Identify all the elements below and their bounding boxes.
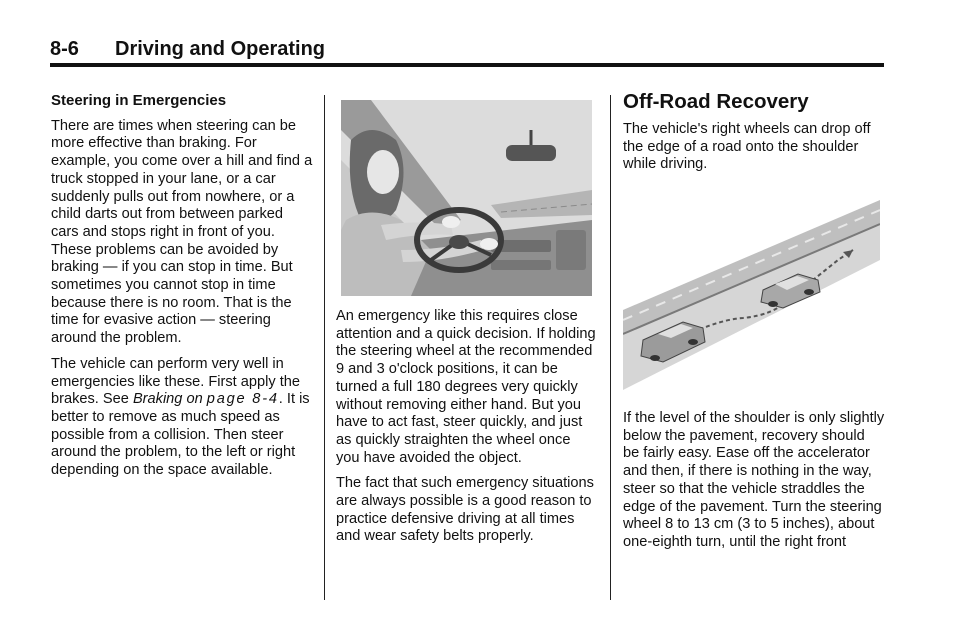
section-heading-steering: Steering in Emergencies: [51, 92, 227, 109]
paragraph-text: . It is better to remove as much speed as possible from a collision. Then steer around the problem, to the left or right depending on the space available.: [51, 391, 310, 479]
section-heading-off-road: Off-Road Recovery: [623, 90, 809, 113]
driver-steering-illustration: [341, 100, 592, 296]
header-rule: [50, 63, 884, 67]
paragraph-steering-2: [51, 356, 313, 480]
xref-text: Braking on: [132, 391, 203, 408]
paragraph-text: The vehicle can perform very well in emergencies like these. First apply the brakes. See: [51, 355, 301, 408]
paragraph-emergency-1: An emergency like this requires close attention and a quick decision. If holding the steering wheel at the recommended 9 and 3 o'clock positions, it can be turned a full 180 degrees very quickly without removing either hand. But you have to act fast, steer quickly, and just as quickly straighten the wheel once you have avoided the object.: [336, 308, 596, 466]
column-right-lower: [623, 410, 885, 552]
braking-xref-link[interactable]: [133, 391, 279, 407]
paragraph-off-road-2: If the level of the shoulder is only slightly below the pavement, recovery should be fairly easy. Ease off the accelerator and then, if there is nothing in the way, steer so that the vehicle straddles the edge of the pavement. Turn the steering wheel 8 to 13 cm (3 to 5 inches), about one-eighth turn, until the right front: [623, 410, 885, 550]
page-header: [50, 38, 884, 68]
column-left: [51, 90, 313, 480]
column-divider-right: [610, 95, 611, 600]
column-middle: [336, 308, 598, 546]
paragraph-steering-1: There are times when steering can be more effective than braking. For example, you come over a hill and find a truck stopped in your lane, or a car suddenly pulls out from nowhere, or a child darts out from between parked cars and stops right in front of you. These problems can be avoided by braking — if you can stop in time. But sometimes you cannot stop in time because there is no room. That is the time for evasive action — steering around the problem.: [51, 117, 313, 347]
paragraph-emergency-2: The fact that such emergency situations are always possible is a good reason to practice defensive driving at all times and wear safety belts properly.: [336, 475, 594, 545]
xref-page: page 8-4: [206, 391, 279, 408]
chapter-title: Driving and Operating: [115, 38, 326, 60]
column-right: [623, 90, 885, 174]
column-divider-left: [324, 95, 325, 600]
page-number: 8-6: [50, 38, 79, 60]
paragraph-off-road-1: The vehicle's right wheels can drop off the edge of a road onto the shoulder while driving.: [623, 121, 871, 173]
off-road-recovery-illustration: [623, 200, 880, 400]
